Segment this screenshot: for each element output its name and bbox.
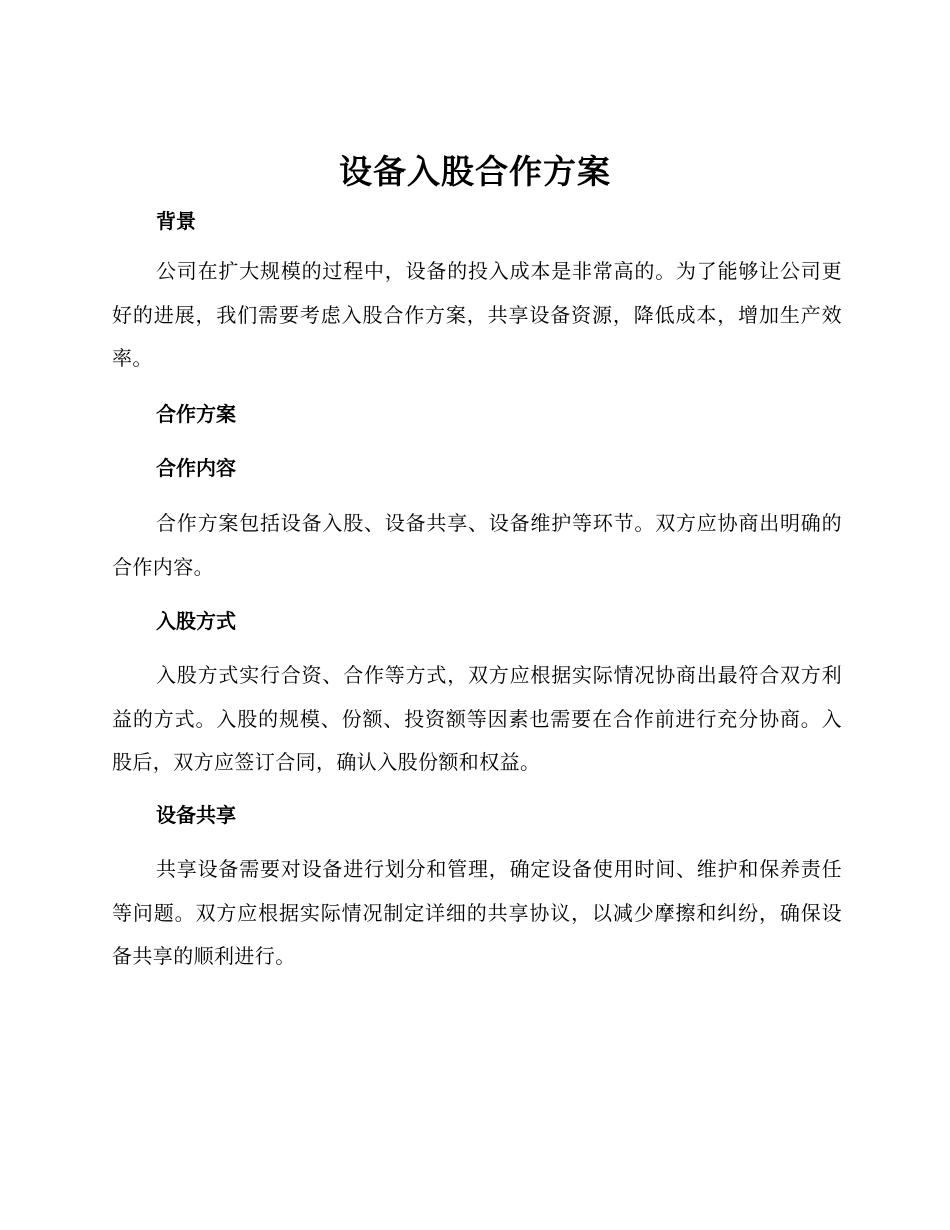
section-heading-cooperation-plan: 合作方案 [156, 402, 236, 426]
section-heading-background: 背景 [156, 209, 196, 233]
paragraph-background: 公司在扩大规模的过程中，设备的投入成本是非常高的。为了能够让公司更好的进展，我们需要考虑入股合作方案，共享设备资源，降低成本，增加生产效率。 [112, 259, 842, 370]
document-title: 设备入股合作方案 [339, 152, 611, 191]
paragraph-equity-method: 入股方式实行合资、合作等方式，双方应根据实际情况协商出最符合双方利益的方式。入股的规模、份额、投资额等因素也需要在合作前进行充分协商。入股后，双方应签订合同，确认入股份额和权益。 [112, 663, 842, 774]
paragraph-equipment-sharing: 共享设备需要对设备进行划分和管理，确定设备使用时间、维护和保养责任等问题。双方应根据实际情况制定详细的共享协议，以减少摩擦和纠纷，确保设备共享的顺利进行。 [112, 857, 842, 968]
section-heading-equipment-sharing: 设备共享 [156, 803, 236, 827]
section-heading-cooperation-content: 合作内容 [156, 456, 236, 480]
paragraph-cooperation-content: 合作方案包括设备入股、设备共享、设备维护等环节。双方应协商出明确的合作内容。 [112, 511, 842, 579]
section-heading-equity-method: 入股方式 [156, 609, 236, 633]
